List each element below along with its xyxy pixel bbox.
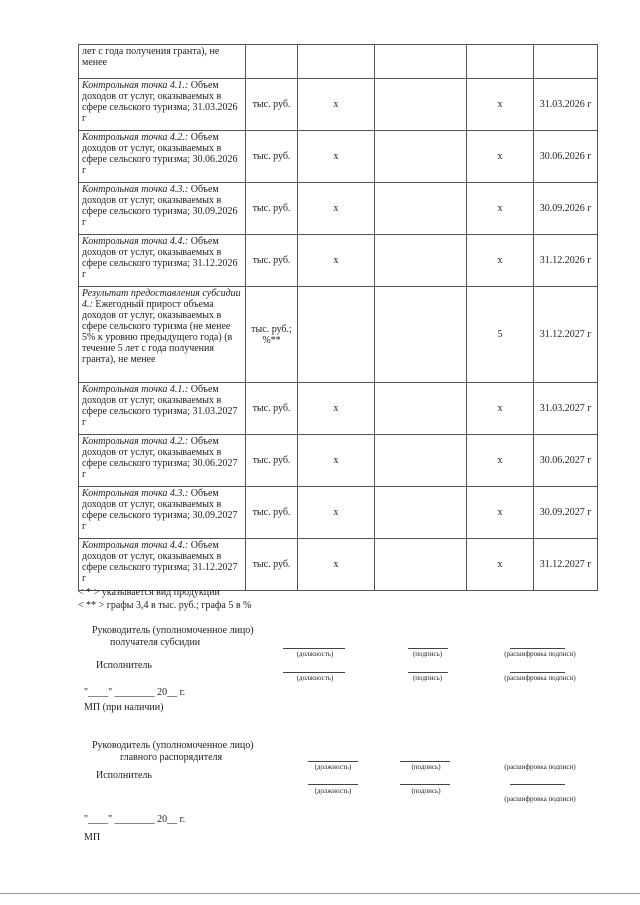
cell-col5: х [467, 435, 534, 487]
row-text: Ежегодный прирост объема доходов от услуг, оказываемых в сфере сельского туризма (не менее 5% к уровню предыдущего года) (в течение 5 лет с года получения гранта), не менее [82, 299, 233, 365]
cell-col3 [298, 45, 375, 79]
cell-description [79, 183, 246, 235]
cell-col3: х [298, 435, 375, 487]
cell-unit: тыс. руб. [246, 183, 298, 235]
line-signature-2b [400, 784, 450, 785]
row-title: Контрольная точка 4.1.: [82, 80, 189, 91]
cell-description [79, 235, 246, 287]
line-decode-1 [510, 648, 565, 649]
cap-signature-1b: (подпись) [412, 674, 443, 682]
table-row [79, 287, 598, 383]
cell-col5: х [467, 539, 534, 591]
row-text: Объем доходов от услуг, оказываемых в сфере сельского туризма; 30.09.2027 г [82, 488, 238, 532]
cap-decode-2: (расшифровка подписи) [504, 763, 576, 771]
cell-description [79, 131, 246, 183]
row-text: Объем доходов от услуг, оказываемых в сфере сельского туризма; 30.06.2027 г [82, 436, 238, 480]
row-title: Контрольная точка 4.3.: [82, 488, 189, 499]
cell-col3: х [298, 487, 375, 539]
line-position-2b [308, 784, 358, 785]
cell-col5: х [467, 79, 534, 131]
cell-description [79, 435, 246, 487]
cell-unit: тыс. руб. [246, 435, 298, 487]
cell-description [79, 287, 246, 383]
cell-col4 [375, 383, 467, 435]
date-line-1: "____" ________ 20__ г. [84, 687, 186, 698]
cell-col3: х [298, 235, 375, 287]
cell-unit: тыс. руб. [246, 131, 298, 183]
cap-position-1b: (должность) [296, 674, 334, 682]
cap-decode-1b: (расшифровка подписи) [504, 674, 576, 682]
cell-col3: х [298, 131, 375, 183]
line-position-1b [283, 672, 345, 673]
cap-signature-2b: (подпись) [411, 787, 441, 795]
cell-col4 [375, 287, 467, 383]
row-title: Контрольная точка 4.2.: [82, 132, 189, 143]
cell-col5: х [467, 487, 534, 539]
cap-position-1: (должность) [296, 650, 334, 658]
line-position-1 [283, 648, 345, 649]
head-recipient-2: получателя субсидии [110, 637, 201, 648]
row-title: Контрольная точка 4.3.: [82, 184, 189, 195]
cell-col5: х [467, 131, 534, 183]
cell-description [79, 383, 246, 435]
table-row [79, 45, 598, 79]
cell-col3 [298, 287, 375, 383]
cell-unit: тыс. руб.; %** [246, 287, 298, 383]
cell-date: 30.06.2027 г [534, 435, 598, 487]
row-text: лет с года получения гранта), не менее [82, 46, 220, 68]
cell-col4 [375, 79, 467, 131]
table-row [79, 383, 598, 435]
cell-date: 31.03.2027 г [534, 383, 598, 435]
cell-col5 [467, 45, 534, 79]
line-decode-1b [510, 672, 565, 673]
cell-date: 30.06.2026 г [534, 131, 598, 183]
cell-description [79, 79, 246, 131]
row-text: Объем доходов от услуг, оказываемых в сфере сельского туризма; 31.12.2026 г [82, 236, 238, 280]
cell-col5: х [467, 183, 534, 235]
stamp-1: МП (при наличии) [84, 702, 164, 713]
page-bottom-edge [0, 893, 640, 894]
cap-signature-1: (подпись) [412, 650, 443, 658]
table-row [79, 435, 598, 487]
footnote-2: < ** > графы 3,4 в тыс. руб.; графа 5 в % [78, 600, 252, 611]
table-row [79, 183, 598, 235]
row-title: Контрольная точка 4.4.: [82, 236, 189, 247]
cell-unit [246, 45, 298, 79]
cell-unit: тыс. руб. [246, 539, 298, 591]
cell-col3: х [298, 383, 375, 435]
line-signature-1 [408, 648, 448, 649]
table-row [79, 131, 598, 183]
head-recipient-1: Руководитель (уполномоченное лицо) [92, 625, 254, 636]
table-row [79, 487, 598, 539]
cap-position-2: (должность) [314, 763, 352, 771]
footnote-1: < * > указывается вид продукции [78, 587, 220, 598]
cell-col3: х [298, 183, 375, 235]
cell-col4 [375, 131, 467, 183]
line-signature-2 [400, 761, 450, 762]
cell-date [534, 45, 598, 79]
cell-description [79, 45, 246, 79]
cap-position-2b: (должность) [314, 787, 352, 795]
row-text: Объем доходов от услуг, оказываемых в сфере сельского туризма; 31.03.2026 г [82, 80, 238, 124]
executor-2: Исполнитель [96, 770, 152, 781]
cell-unit: тыс. руб. [246, 79, 298, 131]
cell-col4 [375, 487, 467, 539]
row-text: Объем доходов от услуг, оказываемых в сфере сельского туризма; 31.03.2027 г [82, 384, 238, 428]
cell-col3: х [298, 79, 375, 131]
row-title: Контрольная точка 4.2.: [82, 436, 189, 447]
line-decode-2b [510, 784, 565, 785]
row-text: Объем доходов от услуг, оказываемых в сфере сельского туризма; 30.09.2026 г [82, 184, 238, 228]
cell-date: 31.03.2026 г [534, 79, 598, 131]
row-text: Объем доходов от услуг, оказываемых в сфере сельского туризма; 30.06.2026 г [82, 132, 238, 176]
cap-signature-2: (подпись) [411, 763, 441, 771]
results-table [78, 44, 598, 591]
table-row [79, 79, 598, 131]
cell-date: 31.12.2027 г [534, 287, 598, 383]
cap-decode-1: (расшифровка подписи) [504, 650, 576, 658]
line-position-2 [308, 761, 358, 762]
table-row [79, 235, 598, 287]
line-signature-1b [408, 672, 448, 673]
row-title: Контрольная точка 4.1.: [82, 384, 189, 395]
head-distributor-1: Руководитель (уполномоченное лицо) [92, 740, 254, 751]
cell-col4 [375, 539, 467, 591]
cell-unit: тыс. руб. [246, 487, 298, 539]
date-line-2: "____" ________ 20__ г. [84, 814, 186, 825]
row-title: Контрольная точка 4.4.: [82, 540, 189, 551]
row-title: Результат предоставления субсидии 4.: [82, 288, 241, 310]
stamp-2: МП [84, 832, 101, 843]
cell-col4 [375, 183, 467, 235]
cell-date: 30.09.2026 г [534, 183, 598, 235]
cap-decode-2b: (расшифровка подписи) [504, 795, 576, 803]
cell-col4 [375, 235, 467, 287]
cell-col4 [375, 435, 467, 487]
cell-col5: х [467, 383, 534, 435]
cell-unit: тыс. руб. [246, 383, 298, 435]
table-row [79, 539, 598, 591]
row-text: Объем доходов от услуг, оказываемых в сфере сельского туризма; 31.12.2027 г [82, 540, 238, 584]
cell-description [79, 539, 246, 591]
cell-date: 31.12.2026 г [534, 235, 598, 287]
cell-date: 30.09.2027 г [534, 487, 598, 539]
cell-col5: 5 [467, 287, 534, 383]
cell-date: 31.12.2027 г [534, 539, 598, 591]
executor-1: Исполнитель [96, 660, 152, 671]
cell-col4 [375, 45, 467, 79]
cell-col5: х [467, 235, 534, 287]
cell-description [79, 487, 246, 539]
cell-col3: х [298, 539, 375, 591]
head-distributor-2: главного распорядителя [120, 752, 223, 763]
cell-unit: тыс. руб. [246, 235, 298, 287]
